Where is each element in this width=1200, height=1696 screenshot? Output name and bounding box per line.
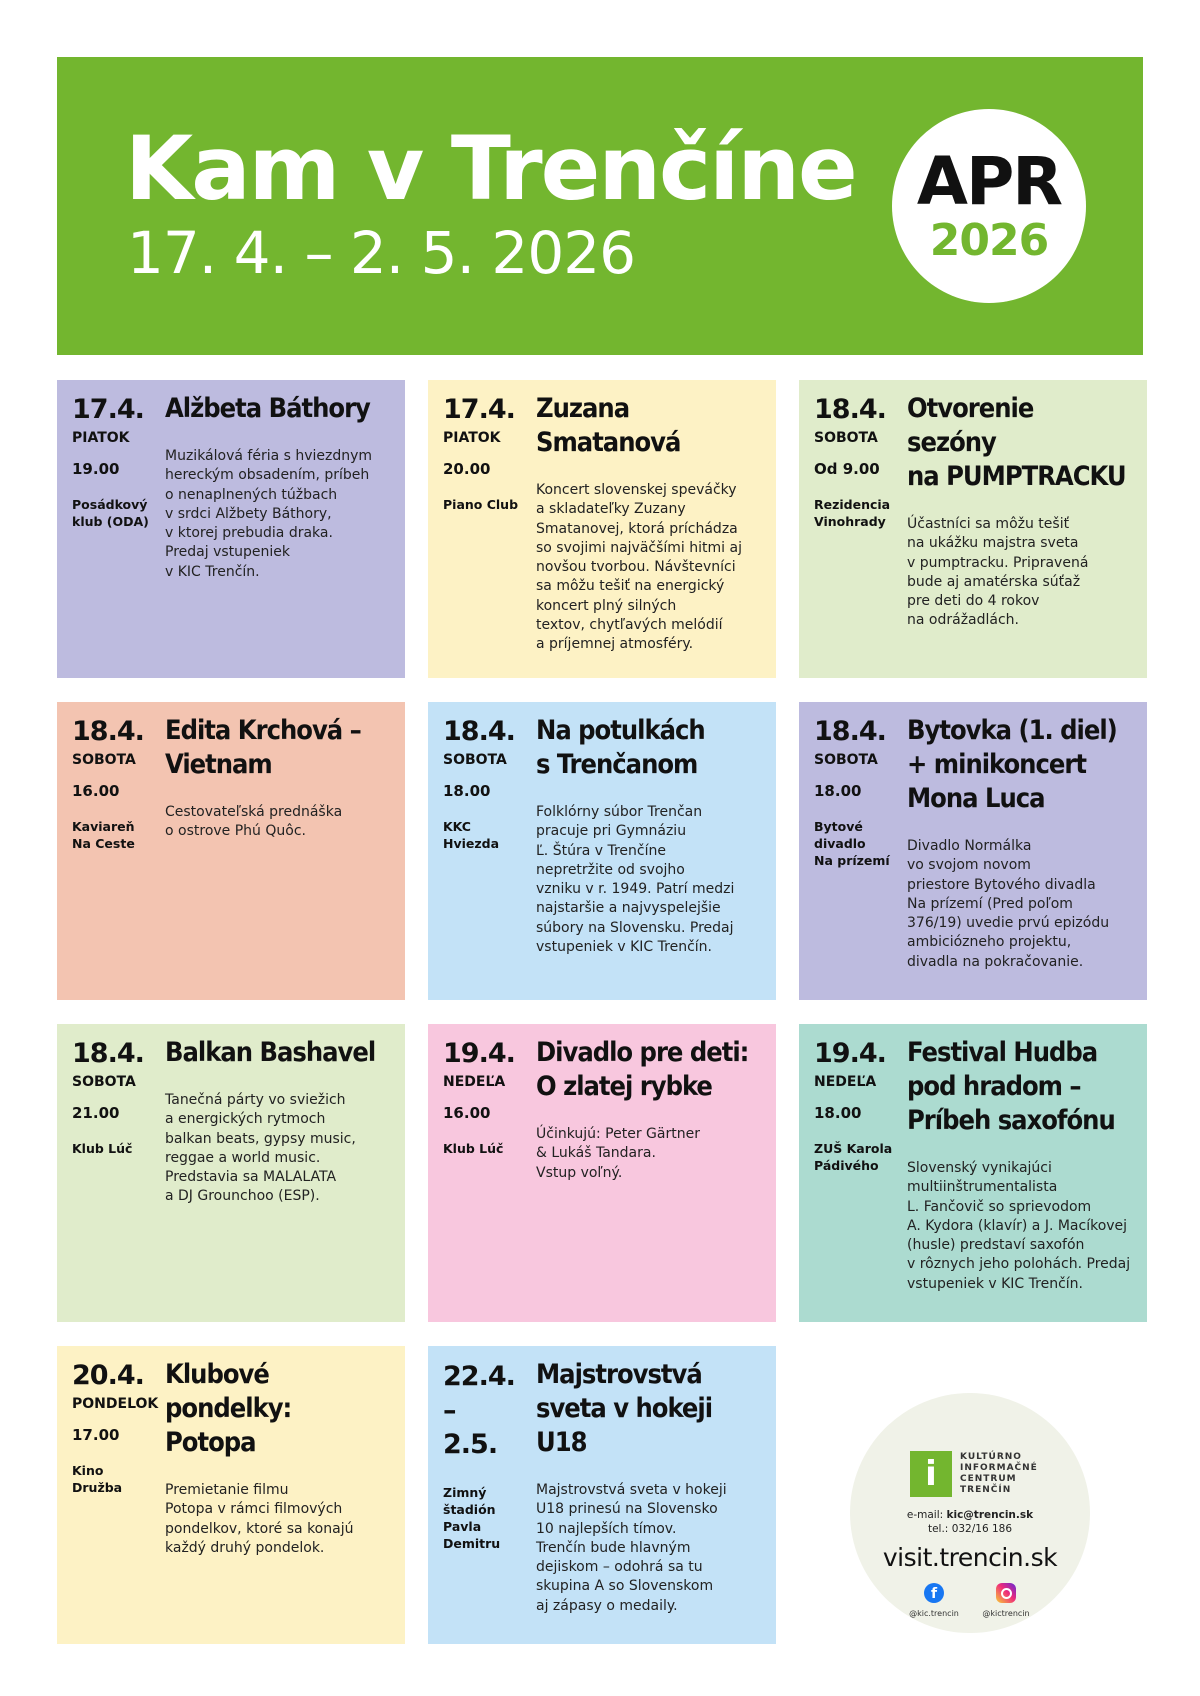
- event-card-na-potulkach: [428, 702, 776, 1000]
- event-date: 18.4.: [72, 1038, 144, 1069]
- kic-email: [850, 1509, 1090, 1521]
- event-title: Bytovka (1. diel) + minikoncert Mona Luca: [907, 715, 1117, 814]
- event-venue: Piano Club: [443, 497, 519, 512]
- event-description: Folklórny súbor Trenčan pracuje pri Gymnáziu Ľ. Štúra v Trenčíne nepretržite od svojho vzniku v r. 1949. Patrí medzi najstaršie a najvyspelejšie súbory na Slovensku. Predaj vstupeniek v KIC Trenčín.: [536, 804, 735, 956]
- event-description: Majstrovstvá sveta v hokeji U18 prinesú na Slovensko 10 najlepších tímov. Trenčín bude hlavným dejiskom – odohrá sa tu skupina A so Slovenskom aj zápasy o medaily.: [536, 1482, 727, 1614]
- event-title: Majstrovstvá sveta v hokeji U18: [536, 1359, 713, 1458]
- tel-label: tel.:: [927, 1523, 949, 1535]
- event-day: PIATOK: [72, 430, 130, 446]
- badge-year: 2026: [929, 215, 1049, 266]
- event-time: 18.00: [814, 1104, 862, 1122]
- event-title: Edita Krchová – Vietnam: [165, 715, 361, 780]
- kic-logo-icon: i: [910, 1451, 952, 1497]
- header-banner: [57, 57, 1143, 355]
- page-title: Kam v Trenčíne: [125, 117, 856, 220]
- event-venue: KKC Hviezda: [443, 819, 500, 851]
- event-time: 18.00: [814, 782, 862, 800]
- event-date: 20.4.: [72, 1360, 144, 1391]
- event-time: 19.00: [72, 460, 120, 478]
- email-link[interactable]: kic@trencin.sk: [946, 1509, 1034, 1521]
- event-description: Divadlo Normálka vo svojom novom priestore Bytového divadla Na prízemí (Pred poľom 376/19) uvedie prvú epizódu ambiciózneho projektu, divadla na pokračovanie.: [907, 838, 1110, 970]
- event-time: 17.00: [72, 1426, 120, 1444]
- event-card-balkan-bashavel: [57, 1024, 405, 1322]
- event-card-festival-hudba: [799, 1024, 1147, 1322]
- event-card-edita-krchova: [57, 702, 405, 1000]
- event-title: Festival Hudba pod hradom – Príbeh saxofónu: [907, 1037, 1115, 1136]
- instagram-icon[interactable]: [996, 1583, 1016, 1603]
- tel-number: 032/16 186: [951, 1523, 1013, 1535]
- event-description: Tanečná párty vo sviežich a energických rytmoch balkan beats, gypsy music, reggae a world music. Predstavia sa MALALATA a DJ Grounchoo (ESP).: [165, 1092, 356, 1205]
- email-label: e-mail:: [906, 1509, 944, 1521]
- event-date: 18.4.: [814, 394, 886, 425]
- event-description: Slovenský vynikajúci multiinštrumentalista L. Fančovič so sprievodom A. Kydora (klavír) a J. Macíkovej (husle) predstaví saxofón v rôznych jeho polohách. Predaj vstupeniek v KIC Trenčín.: [907, 1160, 1131, 1292]
- event-venue: Klub Lúč: [72, 1141, 133, 1156]
- event-venue: Zimný štadión Pavla Demitru: [443, 1485, 501, 1551]
- event-day: SOBOTA: [443, 752, 507, 768]
- kic-name: KULTÚRNO INFORMAČNÉ CENTRUM TRENČÍN: [960, 1452, 1038, 1495]
- event-card-klubove-pondelky: [57, 1346, 405, 1644]
- instagram-handle[interactable]: @kictrencin: [982, 1609, 1030, 1618]
- event-day: SOBOTA: [72, 752, 136, 768]
- event-date: 18.4.: [443, 716, 515, 747]
- event-date: 17.4.: [443, 394, 515, 425]
- event-time: 16.00: [72, 782, 120, 800]
- event-time: 16.00: [443, 1104, 491, 1122]
- event-venue: Kino Družba: [72, 1463, 123, 1495]
- event-date: 19.4.: [814, 1038, 886, 1069]
- event-date: 22.4. – 2.5.: [443, 1361, 515, 1460]
- event-venue: Rezidencia Vinohrady: [814, 497, 891, 529]
- event-card-bytovka: [799, 702, 1147, 1000]
- kic-contact-circle: [850, 1393, 1090, 1633]
- event-date: 19.4.: [443, 1038, 515, 1069]
- event-day: NEDEĽA: [814, 1074, 877, 1090]
- event-day: PONDELOK: [72, 1396, 159, 1412]
- event-day: SOBOTA: [72, 1074, 136, 1090]
- event-time: 21.00: [72, 1104, 120, 1122]
- website-link[interactable]: visit.trencin.sk: [882, 1543, 1058, 1572]
- event-description: Premietanie filmu Potopa v rámci filmových pondelkov, ktoré sa konajú každý druhý pondelok.: [165, 1482, 354, 1556]
- event-description: Účastníci sa môžu tešiť na ukážku majstra sveta v pumptracku. Pripravená bude aj amatérska súťaž pre deti do 4 rokov na odrážadlách.: [907, 516, 1089, 629]
- event-title: Otvorenie sezóny na PUMPTRACKU: [907, 393, 1126, 492]
- event-title: Alžbeta Báthory: [165, 393, 370, 424]
- event-card-zuzana-smatanova: [428, 380, 776, 678]
- badge-month: APR: [916, 143, 1062, 220]
- event-card-alzbeta-bathory: [57, 380, 405, 678]
- event-description: Účinkujú: Peter Gärtner & Lukáš Tandara. Vstup voľný.: [536, 1126, 700, 1181]
- event-title: Klubové pondelky: Potopa: [165, 1359, 292, 1458]
- kic-tel: [850, 1523, 1090, 1535]
- event-date: 18.4.: [814, 716, 886, 747]
- facebook-icon[interactable]: f: [924, 1583, 944, 1603]
- event-date: 18.4.: [72, 716, 144, 747]
- event-title: Balkan Bashavel: [165, 1037, 376, 1068]
- month-badge: [892, 109, 1086, 303]
- facebook-handle[interactable]: @kic.trencin: [909, 1609, 959, 1618]
- event-day: NEDEĽA: [443, 1074, 506, 1090]
- event-card-pumptrack: [799, 380, 1147, 678]
- event-day: PIATOK: [443, 430, 501, 446]
- event-venue: Klub Lúč: [443, 1141, 504, 1156]
- event-time: Od 9.00: [814, 460, 880, 478]
- event-venue: Bytové divadlo Na prízemí: [814, 819, 890, 868]
- event-day: SOBOTA: [814, 752, 878, 768]
- event-title: Na potulkách s Trenčanom: [536, 715, 705, 780]
- event-description: Cestovateľská prednáška o ostrove Phú Quôc.: [165, 804, 343, 840]
- event-card-hokej-u18: [428, 1346, 776, 1644]
- event-venue: ZUŠ Karola Pádivého: [814, 1141, 893, 1173]
- event-description: Muzikálová féria s hviezdnym hereckým obsadením, príbeh o nenaplnených túžbach v srdci Alžbety Báthory, v ktorej prebudia draka. Predaj vstupeniek v KIC Trenčín.: [165, 448, 373, 580]
- event-time: 18.00: [443, 782, 491, 800]
- event-venue: Posádkový klub (ODA): [72, 497, 149, 529]
- event-time: 20.00: [443, 460, 491, 478]
- date-range: 17. 4. – 2. 5. 2026: [127, 219, 636, 287]
- event-description: Koncert slovenskej speváčky a skladateľky Zuzany Smatanovej, ktorá príchádza so svojimi najväčšími hitmi aj novšou tvorbou. Návštevníci sa môžu tešiť na energický koncert plný silných textov, chytľavých melódií a príjemnej atmosféry.: [536, 482, 742, 653]
- event-title: Divadlo pre deti: O zlatej rybke: [536, 1037, 749, 1102]
- event-date: 17.4.: [72, 394, 144, 425]
- event-venue: Kaviareň Na Ceste: [72, 819, 135, 851]
- event-title: Zuzana Smatanová: [536, 393, 681, 458]
- event-day: SOBOTA: [814, 430, 878, 446]
- event-card-divadlo-pre-deti: [428, 1024, 776, 1322]
